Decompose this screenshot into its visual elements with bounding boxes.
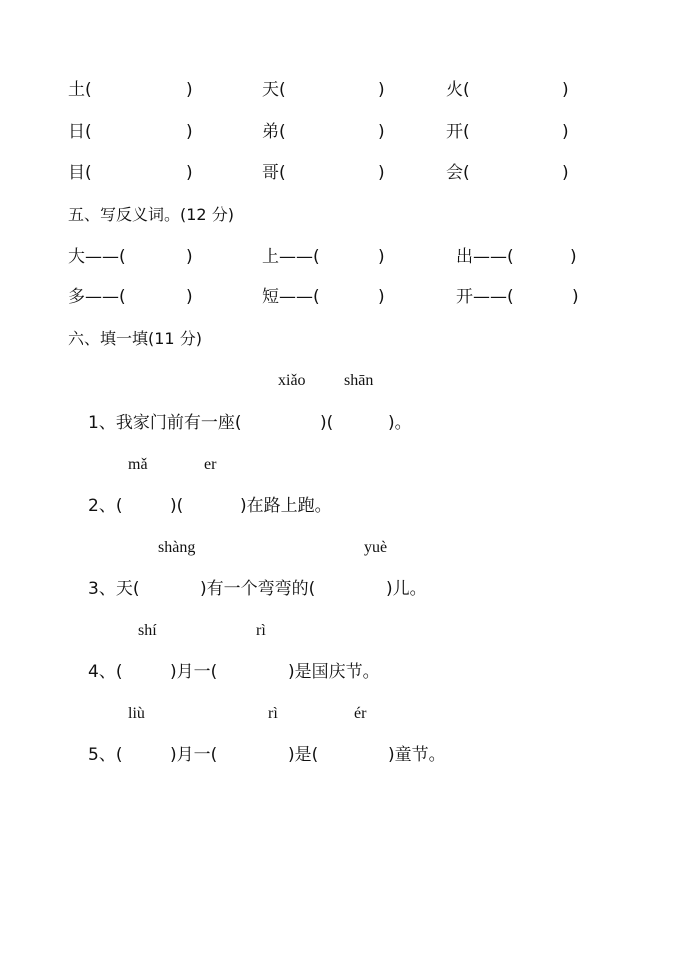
antonym-row1-close2: ) <box>378 247 385 267</box>
item2-pinyin1: mǎ <box>128 456 148 473</box>
item5-pinyin2: rì <box>268 705 278 722</box>
row3-blank2-close: ) <box>378 163 385 183</box>
item2-part1: 2、( <box>88 496 123 516</box>
antonym-row1-close3: ) <box>570 247 577 267</box>
antonym-row2-item1: 多——( <box>68 287 126 307</box>
antonym-row1-item2: 上——( <box>262 247 320 267</box>
row1-char3: 火( <box>446 80 470 100</box>
item2-pinyin2: er <box>204 456 217 473</box>
row2-char1: 日( <box>68 122 92 142</box>
section5-title: 五、写反义词。(12 分) <box>68 205 234 224</box>
item1-pinyin1: xiǎo <box>278 372 306 389</box>
row3-char3: 会( <box>446 163 470 183</box>
item3-part1: 3、天( <box>88 579 140 599</box>
item3-part2: )有一个弯弯的( <box>200 579 316 599</box>
row2-blank3-close: ) <box>562 122 569 142</box>
row2-char2: 弟( <box>262 122 286 142</box>
row1-blank1-close: ) <box>186 80 193 100</box>
row3-blank1-close: ) <box>186 163 193 183</box>
item4-pinyin2: rì <box>256 622 266 639</box>
antonym-row2-close3: ) <box>572 287 579 307</box>
item5-pinyin1: liù <box>128 705 145 722</box>
row2-char3: 开( <box>446 122 470 142</box>
item3-part3: )儿。 <box>386 579 427 599</box>
row1-blank3-close: ) <box>562 80 569 100</box>
item1-pinyin2: shān <box>344 372 374 389</box>
item5-part3: )是( <box>288 745 319 765</box>
item4-part2: )月一( <box>170 662 218 682</box>
antonym-row2-item2: 短——( <box>262 287 320 307</box>
item2-part2: )( <box>170 496 184 516</box>
item5-part2: )月一( <box>170 745 218 765</box>
antonym-row1-close1: ) <box>186 247 193 267</box>
section6-title: 六、填一填(11 分) <box>68 329 202 348</box>
antonym-row2-close2: ) <box>378 287 385 307</box>
item1-part2: )( <box>320 413 334 433</box>
row2-blank1-close: ) <box>186 122 193 142</box>
antonym-row2-item3: 开——( <box>456 287 514 307</box>
item5-part4: )童节。 <box>388 745 446 765</box>
item5-pinyin3: ér <box>354 705 367 722</box>
antonym-row2-close1: ) <box>186 287 193 307</box>
item5-part1: 5、( <box>88 745 123 765</box>
item1-part3: )。 <box>388 413 412 433</box>
item2-part3: )在路上跑。 <box>240 496 332 516</box>
row3-blank3-close: ) <box>562 163 569 183</box>
item4-pinyin1: shí <box>138 622 157 639</box>
row1-char2: 天( <box>262 80 286 100</box>
item3-pinyin1: shàng <box>158 539 196 556</box>
antonym-row1-item3: 出——( <box>456 247 514 267</box>
row1-blank2-close: ) <box>378 80 385 100</box>
antonym-row1-item1: 大——( <box>68 247 126 267</box>
row2-blank2-close: ) <box>378 122 385 142</box>
item3-pinyin2: yuè <box>364 539 388 556</box>
item1-part1: 1、我家门前有一座( <box>88 413 242 433</box>
row3-char1: 目( <box>68 163 92 183</box>
item4-part3: )是国庆节。 <box>288 662 380 682</box>
item4-part1: 4、( <box>88 662 123 682</box>
row1-char1: 土( <box>68 80 92 100</box>
row3-char2: 哥( <box>262 163 286 183</box>
